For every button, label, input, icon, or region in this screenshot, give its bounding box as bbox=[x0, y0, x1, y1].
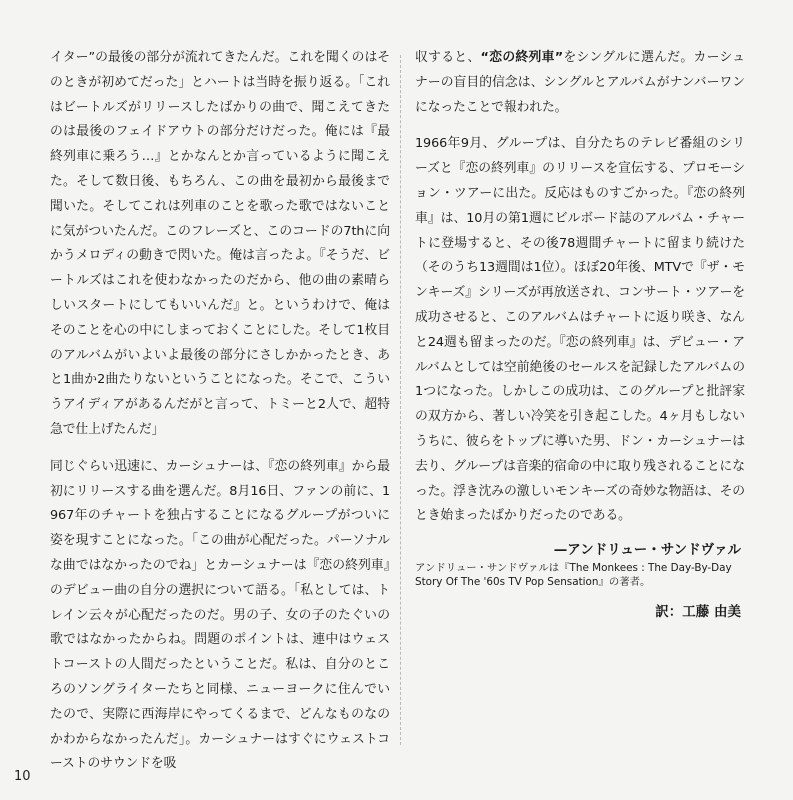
left-paragraph-1: イター”の最後の部分が流れてきたんだ。これを聞くのはそのときが初めてだった」とハートは当時を振り返る。「これはビートルズがリリースしたばかりの曲で、聞こえてきたのは最後のフェイドアウトの部分だけだった。俺には『最終列車に乗ろう…』とかなんとか言っているように聞こえた。そして数日後、もちろん、この曲を最初から最後まで聞いた。そしてこれは列車のことを歌った歌ではないことに気がついたんだ。このフレーズと、このコードの7thに向かうメロディの動きで閃いた。俺は言ったよ。『そうだ、ビートルズはこれを使わなかったのだから、他の曲の素晴らしいスタートにしてもいいんだ』と。というわけで、俺はそのことを心の中にしまっておくことにした。そして1枚目のアルバムがいよいよ最後の部分にさしかかったとき、あと1曲か2曲たりないということになった。そこで、こういうアイディアがあるんだがと言って、トミーと2人で、超特急で仕上げたんだ」 bbox=[50, 50, 390, 437]
right-paragraph-2: 1966年9月、グループは、自分たちのテレビ番組のシリーズと『恋の終列車』のリリースを宣伝する、プロモーション・ツアーに出た。反応はものすごかった。『恋の終列車』は、10月の第1週にビルボード誌のアルバム・チャートに登場すると、その後78週間チャートに留まり続けた（そのうち13週間は1位）。ほぼ20年後、MTVで『ザ・モンキーズ』シリーズが再放送され、コンサート・ツアーを成功させると、このアルバムはチャートに返り咲き、なんと24週も留まったのだ。『恋の終列車』は、デビュー・アルバムとしては空前絶後のセールスを記録したアルバムの1つになった。しかしこの成功は、このグループと批評家の双方から、著しい冷笑を引き起こした。4ヶ月もしないうちに、彼らをトップに導いた男、ドン・カーシュナーは去り、グループは音楽的宿命の中に取り残されることになった。浮き沈みの激しいモンキーズの奇妙な物語は、そのとき始まったばかりだったのである。 bbox=[415, 136, 745, 524]
author-byline: —アンドリュー・サンドヴァル bbox=[553, 542, 741, 559]
page-number: 10 bbox=[14, 769, 31, 784]
right-paragraph-1 bbox=[415, 46, 745, 120]
left-column bbox=[50, 46, 390, 777]
left-paragraph-2: 同じぐらい迅速に、カーシュナーは、『恋の終列車』から最初にリリースする曲を選んだ。8月16日、ファンの前に、1967年のチャートを独占することになるグループがついに姿を現すことになった。「この曲が心配だった。パーソナルな曲ではなかったのでね」とカーシュナーは『恋の終列車』のデビュー曲の自分の選択について語る。「私としては、トレイン云々が心配だったのだ。男の子、女の子のたぐいの歌ではなかったからね。問題のポイントは、連中はウェストコーストの人間だったということだ。私は、自分のところのソングライターたちと同様、ニューヨークに住んでいたので、実際に西海岸にやってくるまで、どんなものなのかわからなかったんだ」。カーシュナーはすぐにウェストコーストのサウンドを吸 bbox=[50, 458, 390, 772]
author-note: アンドリュー・サンドヴァルは『The Monkees : The Day-By-Day Story Of The '60s TV Pop Sensation』の著者。 bbox=[415, 562, 732, 589]
single-title-emphasis: “恋の終列車” bbox=[480, 50, 564, 65]
right-paragraph-1-start: 収すると、 bbox=[415, 50, 481, 65]
translator-credit: 訳：工藤 由美 bbox=[655, 604, 741, 621]
column-divider bbox=[400, 55, 401, 745]
right-paragraph-1-end: をシングルに選んだ。カーシュナーの盲目的信念は、シングルとアルバムがナンバーワンになったことで報われた。 bbox=[415, 50, 745, 115]
right-column bbox=[415, 46, 745, 621]
